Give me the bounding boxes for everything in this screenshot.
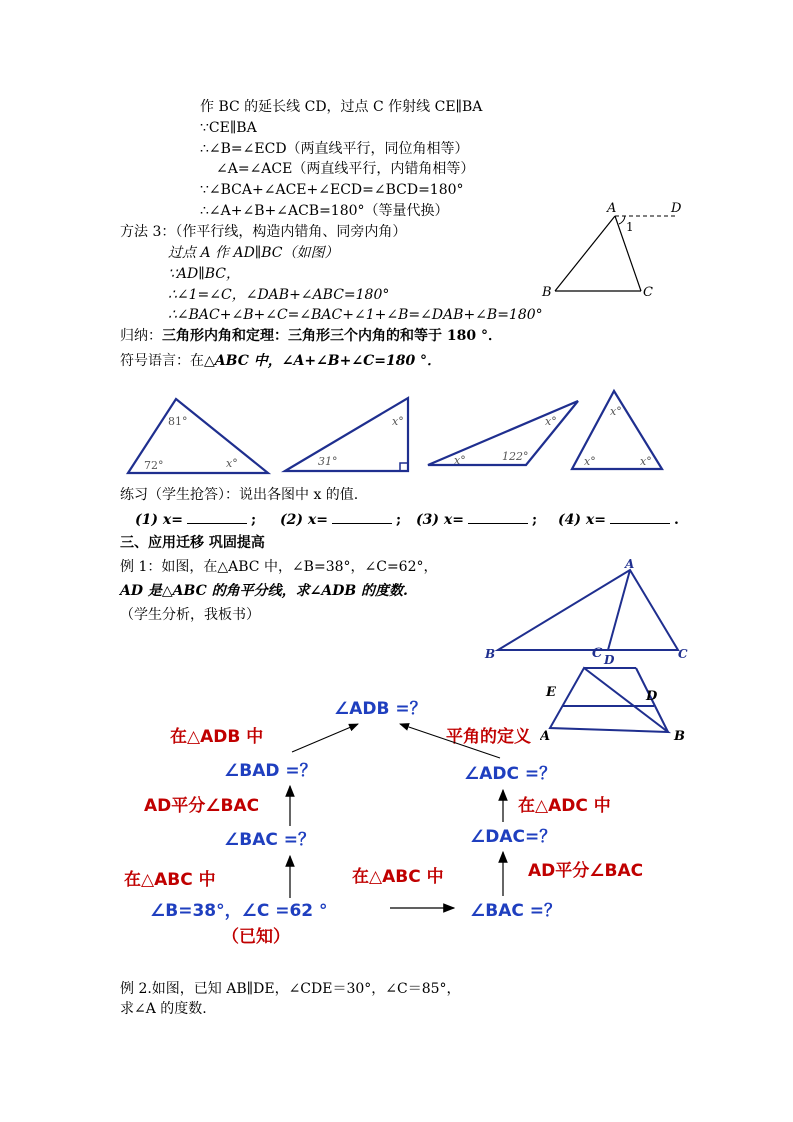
flow-adb: ∠ADB =？ xyxy=(334,699,427,719)
method3-title: 方法 3：（作平行线，构造内错角、同旁内角） xyxy=(120,224,407,240)
symbol-math: △ABC 中，∠A+∠B+∠C=180 °． xyxy=(204,353,442,369)
fig3-label-d: D xyxy=(646,689,658,704)
answer-label-3: (3) x= xyxy=(416,512,464,528)
answer-label-4: (4) x= xyxy=(558,512,606,528)
example1-line-2: AD 是△ABC 的角平分线，求∠ADB 的度数. xyxy=(120,583,408,599)
flow-in-adc: 在△ADC 中 xyxy=(518,796,611,816)
theorem: 三角形内角和定理：三角形三个内角的和等于 180 °． xyxy=(162,328,502,344)
flow-bac-left: ∠BAC =？ xyxy=(224,830,315,850)
flow-adc: ∠ADC =？ xyxy=(464,764,557,784)
flow-bac-right: ∠BAC =？ xyxy=(470,901,561,921)
summary-prefix: 归纳： xyxy=(120,328,162,344)
t2-angle-left: 31° xyxy=(318,455,338,468)
method3-line-4: ∴∠BAC+∠B+∠C=∠BAC+∠1+∠B=∠DAB+∠B=180° xyxy=(168,307,543,323)
fig1-label-c: C xyxy=(643,285,653,300)
answer-sep-4: . xyxy=(673,512,679,528)
flow-ad-bisect-right: AD平分∠BAC xyxy=(528,861,644,881)
t3-angle-obtuse: 122° xyxy=(502,450,529,463)
fig2-label-d: D xyxy=(604,653,615,667)
arrow-adc-to-adb xyxy=(400,724,500,758)
flow-dac: ∠DAC=？ xyxy=(470,827,557,847)
t3-angle-left: x° xyxy=(454,454,466,467)
example1-line-1: 例 1：如图，在△ABC 中，∠B=38°，∠C=62°， xyxy=(120,559,438,575)
fig1-label-a: A xyxy=(607,201,617,216)
method3-line-3: ∴∠1=∠C，∠DAB+∠ABC=180° xyxy=(168,287,390,303)
proof-line-5: ∵∠BCA+∠ACE+∠ECD=∠BCD=180° xyxy=(200,182,464,198)
fig2-label-b: B xyxy=(485,647,496,661)
answer-sep-3: ; xyxy=(531,512,538,528)
t4-angle-top: x° xyxy=(610,405,622,418)
t4-angle-left: x° xyxy=(584,455,596,468)
example2-line-1: 例 2.如图，已知 AB∥DE，∠CDE＝30°，∠C＝85°， xyxy=(120,981,461,997)
flow-known: （已知） xyxy=(222,927,290,947)
fig3-label-b: B xyxy=(674,729,685,744)
fig2-label-c: C xyxy=(678,647,688,661)
fig1-label-d: D xyxy=(671,201,682,216)
answer-sep-2: ; xyxy=(395,512,402,528)
arrow-bad-to-adb xyxy=(292,724,358,752)
example2-line-2: 求∠A 的度数. xyxy=(120,1001,207,1017)
flow-bad: ∠BAD =？ xyxy=(224,761,317,781)
fig2-label-a: A xyxy=(625,557,635,571)
t1-angle-left: 72° xyxy=(144,459,164,472)
proof-line-4: ∠A=∠ACE（两直线平行，内错角相等） xyxy=(216,161,475,177)
t1-angle-right: x° xyxy=(226,457,238,470)
t2-angle-top: x° xyxy=(392,415,404,428)
flow-in-adb: 在△ADB 中 xyxy=(170,727,264,747)
fig3-label-e: E xyxy=(546,685,556,700)
method3-line-2: ∵AD∥BC， xyxy=(168,266,240,282)
answer-label-1: (1) x= xyxy=(135,512,183,528)
fig1-label-b: B xyxy=(542,285,552,300)
practice-prompt: 练习（学生抢答）：说出各图中 x 的值. xyxy=(120,487,359,503)
fig1-label-1: 1 xyxy=(626,220,634,234)
proof-line-3: ∴∠B=∠ECD（两直线平行，同位角相等） xyxy=(200,141,469,157)
flow-flat-angle: 平角的定义 xyxy=(446,727,531,747)
answer-label-2: (2) x= xyxy=(280,512,328,528)
flow-given: ∠B=38°，∠C =62 ° xyxy=(150,901,328,921)
example1-line-3: （学生分析，我板书） xyxy=(120,607,260,623)
flow-in-abc-left: 在△ABC 中 xyxy=(124,870,216,890)
flow-in-abc-mid: 在△ABC 中 xyxy=(352,867,444,887)
proof-line-6: ∴∠A+∠B+∠ACB=180°（等量代换） xyxy=(200,203,449,219)
method3-line-1: 过点 A 作 AD∥BC（如图） xyxy=(168,245,339,261)
answer-sep-1: ; xyxy=(250,512,257,528)
t4-angle-right: x° xyxy=(640,455,652,468)
symbol-prefix: 符号语言：在 xyxy=(120,353,204,369)
proof-line-1: 作 BC 的延长线 CD，过点 C 作射线 CE∥BA xyxy=(200,99,483,115)
section-3-title: 三、应用迁移 巩固提高 xyxy=(120,535,265,551)
t3-angle-top: x° xyxy=(545,415,557,428)
flow-ad-bisect-left: AD平分∠BAC xyxy=(144,796,260,816)
proof-line-2: ∵CE∥BA xyxy=(200,120,257,136)
t1-angle-top: 81° xyxy=(168,415,188,428)
fig2-label-c-mid: C xyxy=(592,646,603,661)
fig3-label-a: A xyxy=(540,729,551,744)
